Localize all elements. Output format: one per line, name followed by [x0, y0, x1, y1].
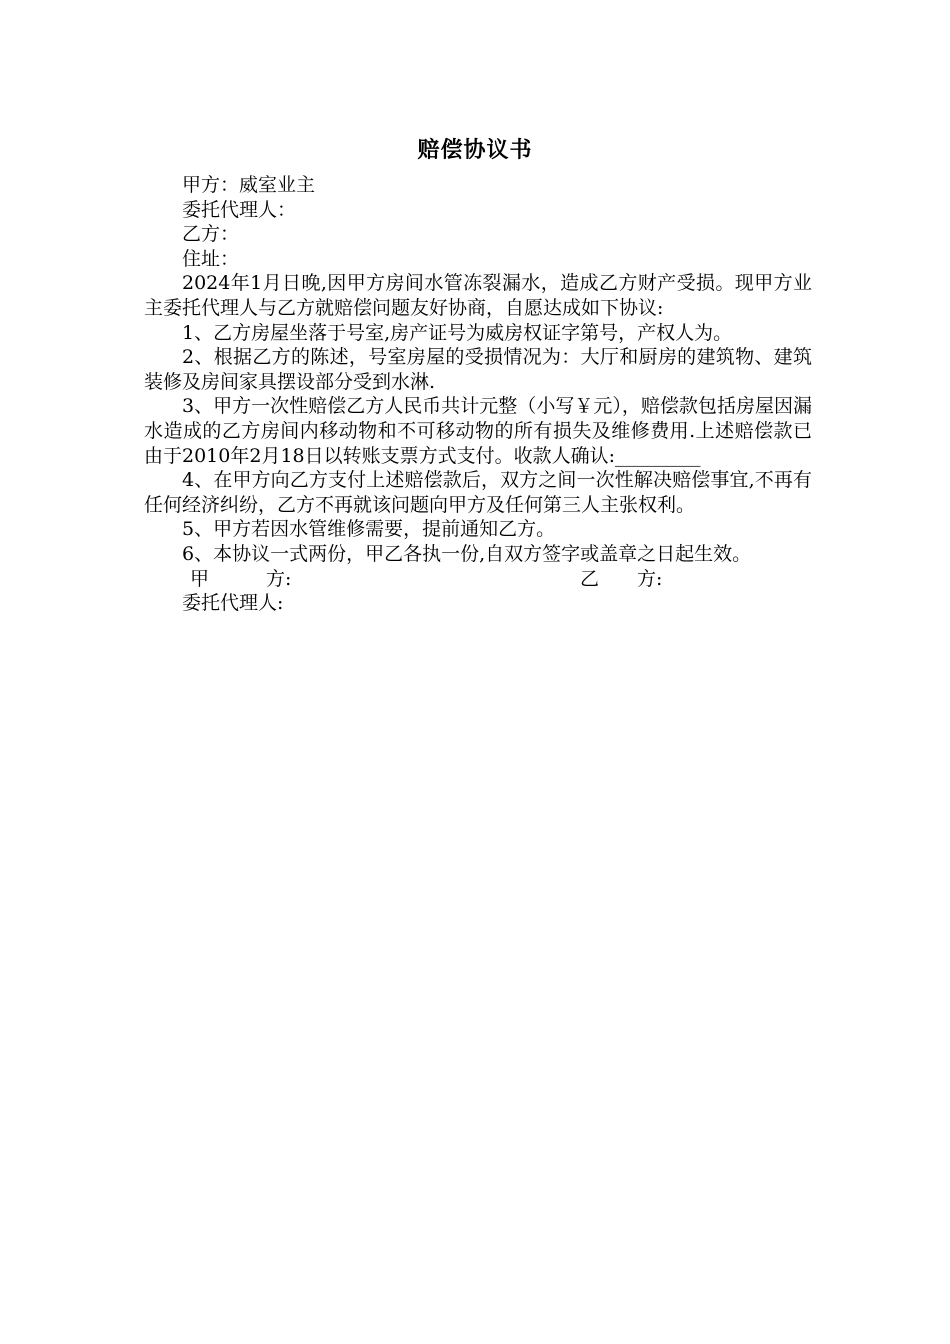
clause-1: 1、乙方房屋坐落于号室,房产证号为威房权证字第号，产权人为。 [182, 321, 733, 344]
agent-line: 委托代理人： [182, 198, 297, 221]
clause-4: 4、在甲方向乙方支付上述赔偿款后，双方之间一次性解决赔偿事宜,不再有任何经济纠纷，乙方不再就该问题向甲方及任何第三人主张权利。 [144, 469, 812, 516]
clause-6: 6、本协议一式两份，甲乙各执一份,自双方签字或盖章之日起生效。 [182, 542, 752, 565]
party-b-line: 乙方： [182, 223, 240, 246]
document-body [144, 173, 812, 616]
clause-3: 3、甲方一次性赔偿乙方人民币共计元整（小写￥元），赔偿款包括房屋因漏水造成的乙方房间内移动物和不可移动物的所有损失及维修费用.上述赔偿款已由于2010年2月18日以转账支票方式支付。收款人确认:_________ [144, 395, 812, 467]
party-a-signature-label: 甲 方: [190, 567, 292, 590]
clause-5: 5、甲方若因水管维修需要，提前通知乙方。 [182, 518, 556, 541]
document-title: 赔偿协议书 [417, 138, 533, 163]
party-a-line: 甲方：威室业主 [182, 174, 316, 196]
clause-2: 2、根据乙方的陈述，号室房屋的受损情况为：大厅和厨房的建筑物、建筑装修及房间家具摆设部分受到水淋. [144, 346, 812, 393]
intro-paragraph: 2024年1月日晚,因甲方房间水管冻裂漏水，造成乙方财产受损。现甲方业主委托代理人与乙方就赔偿问题友好协商，自愿达成如下协议: [144, 272, 812, 319]
signature-row [144, 567, 812, 592]
party-b-signature-label: 乙 方: [580, 567, 663, 590]
address-line: 住址： [182, 247, 240, 270]
agent-signature-label: 委托代理人: [182, 592, 284, 615]
